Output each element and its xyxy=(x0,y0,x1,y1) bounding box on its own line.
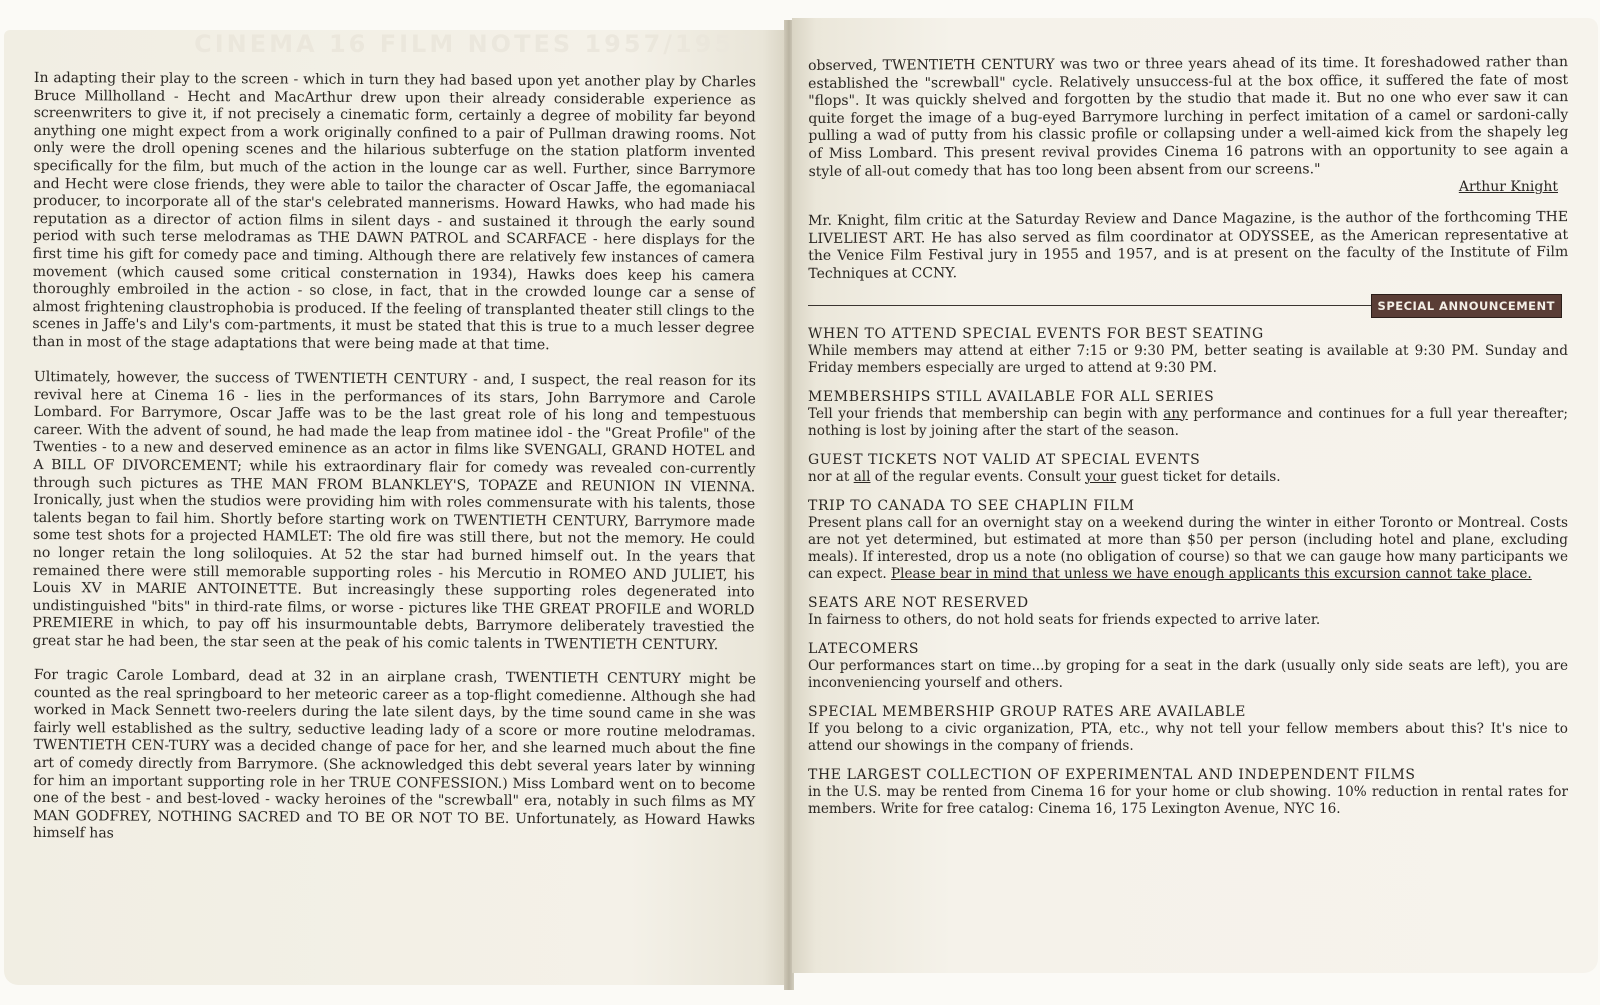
notice-body: While members may attend at either 7:15 or 9:30 PM, better seating is available at 9:30 PM. Sunday and Friday members especially are urged to attend at 9:30 PM. xyxy=(808,342,1568,376)
notice-item xyxy=(808,498,1568,583)
notice-body: If you belong to a civic organization, PTA, etc., why not tell your fellow members about this? It's nice to attend our showings in the company of friends. xyxy=(808,720,1568,754)
notice-title: THE LARGEST COLLECTION OF EXPERIMENTAL AND INDEPENDENT FILMS xyxy=(808,766,1416,783)
notice-title: WHEN TO ATTEND SPECIAL EVENTS FOR BEST SEATING xyxy=(808,325,1264,342)
notice-item xyxy=(808,452,1568,486)
right-page xyxy=(792,18,1598,973)
notice-item xyxy=(808,767,1568,818)
notice-title: SPECIAL MEMBERSHIP GROUP RATES ARE AVAILABLE xyxy=(808,703,1246,720)
notice-title: LATECOMERS xyxy=(808,640,920,657)
notice-body: in the U.S. may be rented from Cinema 16 for your home or club showing. 10% reduction in rental rates for members. Write for free catalog: Cinema 16, 175 Lexington Avenue, NYC 16. xyxy=(808,783,1568,817)
continuation-paragraph: observed, TWENTIETH CENTURY was two or three years ahead of its time. It foreshadowed rather than established the "screwball" cycle. Relatively unsuccess-ful at the box office, it suffered the fate of most "flops". It was quickly shelved and forgotten by the studio that made it. But no one who ever saw it can quite forget the image of a bug-eyed Barrymore lurching in perfect imitation of a camel or sardoni-cally pulling a wad of putty from his classic profile or collapsing under a well-aimed kick from the shapely leg of Miss Lombard. This present revival provides Cinema 16 patrons with an opportunity to see again a style of all-out comedy that has too long been absent from our screens." xyxy=(808,54,1569,180)
left-page xyxy=(4,30,786,985)
notice-item xyxy=(808,595,1568,629)
notice-title: SEATS ARE NOT RESERVED xyxy=(808,594,1029,611)
notice-body: Present plans call for an overnight stay on a weekend during the winter in either Toronto or Montreal. Costs are not yet determined, but estimated at more than $50 per person (including hotel and plane, excluding meals). If interested, drop us a note (no obligation of course) so that we can gauge how many participants we can expect. Please bear in mind that unless we have enough applicants this excursion cannot take place. xyxy=(808,514,1568,582)
body-paragraph: In adapting their play to the screen - which in turn they had based upon yet another play by Charles Bruce Millholland - Hecht and MacArthur drew upon their already considerable experience as screenwriters to give it, if not precisely a cinematic form, certainly a degree of mobility far beyond anything one might expect from a work originally confined to a pair of Pullman drawing rooms. Not only were the droll opening scenes and the hilarious subterfuge on the station platform invented specifically for the film, but much of the action in the lounge car as well. Further, since Barrymore and Hecht were close friends, they were able to tailor the character of Oscar Jaffe, the egomaniacal producer, to incorporate all of the star's celebrated mannerisms. Howard Hawks, who had made his reputation as a director of action films in silent days - and sustained it through the early sound period with such terse melodramas as THE DAWN PATROL and SCARFACE - here displays for the first time his gift for comedy pace and timing. Although there are relatively few instances of camera movement (which caused some critical consternation in 1934), Hawks does keep his camera thoroughly embroiled in the action - so close, in fact, that in the crowded lounge car a sense of almost frightening claustrophobia is produced. If the feeling of transplanted theater still clings to the scenes in Jaffe's and Lily's com-partments, it must be stated that this is true to a much lesser degree than in most of the stage adaptations that were being made at that time. xyxy=(32,70,756,354)
notice-item xyxy=(808,389,1568,440)
author-signature: Arthur Knight xyxy=(1458,179,1558,196)
special-announcement-badge: SPECIAL ANNOUNCEMENT xyxy=(1371,294,1562,318)
announcement-divider xyxy=(808,294,1568,316)
notice-title: MEMBERSHIPS STILL AVAILABLE FOR ALL SERIES xyxy=(808,388,1215,405)
body-paragraph: For tragic Carole Lombard, dead at 32 in an airplane crash, TWENTIETH CENTURY might be counted as the real springboard to her meteoric career as a top-flight comedienne. Although she had worked in Mack Sennett two-reelers during the late silent days, by the time sound came in she was fairly well established as the sultry, seductive leading lady of a score or more routine melodramas. TWENTIETH CEN-TURY was a decided change of pace for her, and she learned much about the fine art of comedy directly from Barrymore. (She acknowledged this debt several years later by winning for him an important supporting role in her TRUE CONFESSION.) Miss Lombard went on to become one of the best - and best-loved - wacky heroines of the "screwball" era, notably in such films as MY MAN GODFREY, NOTHING SACRED and TO BE OR NOT TO BE. Unfortunately, as Howard Hawks himself has xyxy=(32,667,756,842)
notice-item xyxy=(808,641,1568,692)
notice-item xyxy=(808,704,1568,755)
notice-body: Tell your friends that membership can begin with any performance and continues for a full year thereafter; nothing is lost by joining after the start of the season. xyxy=(808,405,1568,439)
body-paragraph: Ultimately, however, the success of TWENTIETH CENTURY - and, I suspect, the real reason for its revival here at Cinema 16 - lies in the performances of its stars, John Barrymore and Carole Lombard. For Barrymore, Oscar Jaffe was to be the last great role of his long and tempestuous career. With the advent of sound, he had made the leap from matinee idol - the "Great Profile" of the Twenties - to a new and deserved eminence as an actor in films like SVENGALI, GRAND HOTEL and A BILL OF DIVORCEMENT; while his extraordinary flair for comedy was revealed con-currently through such pictures as THE MAN FROM BLANKLEY'S, TOPAZE and REUNION IN VIENNA. Ironically, just when the studios were providing him with roles commensurate with his talents, those talents began to fail him. Shortly before starting work on TWENTIETH CENTURY, Barrymore made some test shots for a projected HAMLET: The old fire was still there, but not the memory. He could no longer retain the long soliloquies. At 52 the star had burned himself out. In the years that remained there were still memorable supporting roles - his Mercutio in ROMEO AND JULIET, his Louis XV in MARIE ANTOINETTE. But increasingly these supporting roles degenerated into undistinguished "bits" in third-rate films, or worse - pictures like THE GREAT PROFILE and WORLD PREMIERE in which, to pay off his insurmountable debts, Barrymore deliberately travestied the great star he had been, the star seen at the peak of his comic talents in TWENTIETH CENTURY. xyxy=(32,368,756,653)
notice-body: In fairness to others, do not hold seats for friends expected to arrive later. xyxy=(808,611,1321,628)
author-bio: Mr. Knight, film critic at the Saturday Review and Dance Magazine, is the author of the forthcoming THE LIVELIEST ART. He has also served as film coordinator at ODYSSEE, as the American representative at the Venice Film Festival jury in 1955 and 1957, and is at present on the faculty of the Institute of Film Techniques at CCNY. xyxy=(808,209,1569,282)
notice-body: Our performances start on time...by groping for a seat in the dark (usually only side seats are left), you are inconveniencing yourself and others. xyxy=(808,657,1568,691)
notice-item xyxy=(808,326,1568,377)
notice-title: TRIP TO CANADA TO SEE CHAPLIN FILM xyxy=(808,497,1135,514)
notice-title: GUEST TICKETS NOT VALID AT SPECIAL EVENTS xyxy=(808,451,1201,468)
masthead-bleed-through: CINEMA 16 FILM NOTES 1957/1958 xyxy=(194,30,754,58)
divider-rule xyxy=(808,305,1378,306)
notice-body: nor at all of the regular events. Consult your guest ticket for details. xyxy=(808,468,1281,485)
